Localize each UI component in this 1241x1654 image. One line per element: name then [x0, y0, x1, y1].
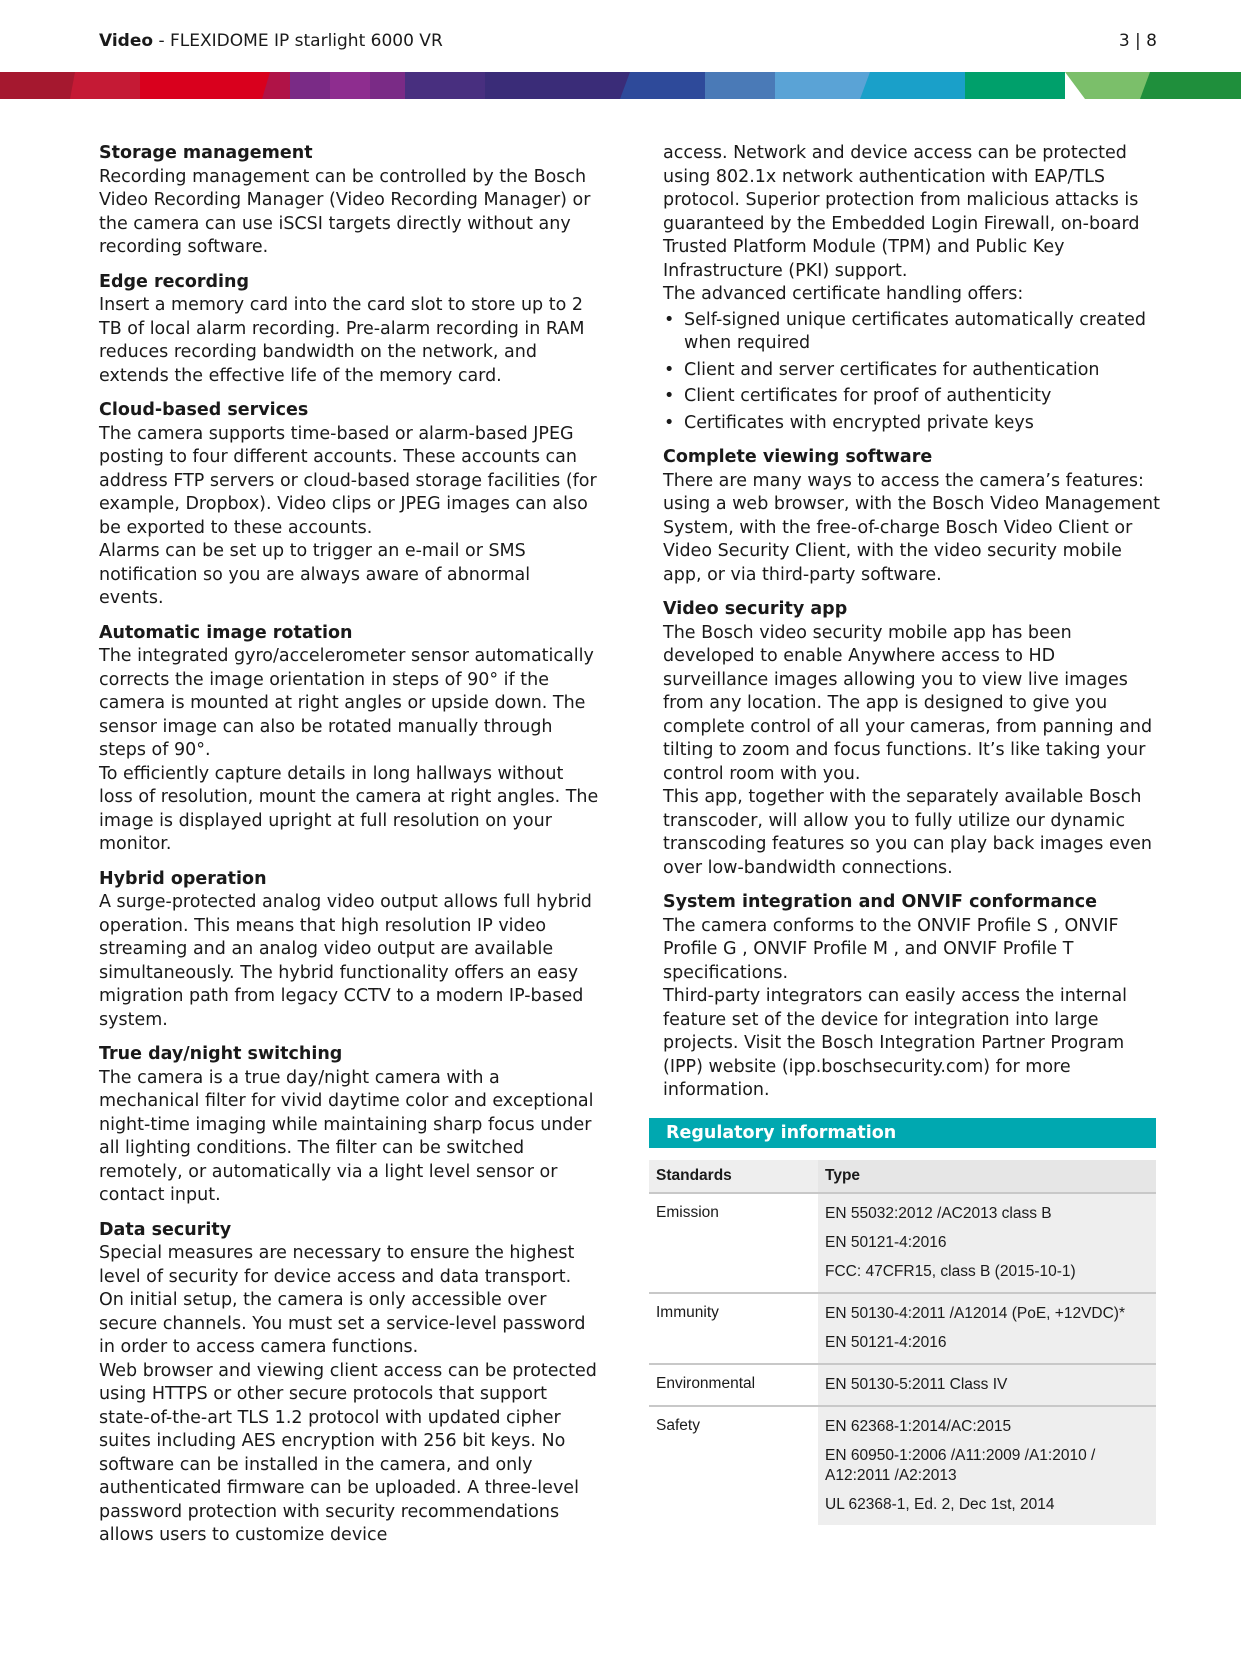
section-paragraph: A surge-protected analog video output allows full hybrid operation. This means that high resolution IP video streaming and an analog video output are available simultaneously. The hybrid functionality offers an easy migration path from legacy CCTV to a modern IP-based system. — [99, 892, 592, 1030]
section-data-security-continued — [663, 142, 1163, 435]
section-complete-viewing-software — [663, 446, 1163, 587]
section-paragraph: The camera conforms to the ONVIF Profile S , ONVIF Profile G , ONVIF Profile M , and ONVIF Profile T specifications. — [663, 915, 1119, 983]
section-paragraph: Web browser and viewing client access can be protected using HTTPS or other secure protocols that support state-of-the-art TLS 1.2 protocol with updated cipher suites including AES encryption with 256 bit keys. No software can be installed in the camera, and only authenticated firmware can be uploaded. A three-level password protection with security recommendations allows users to customize device — [99, 1360, 597, 1545]
section-paragraph: The advanced certificate handling offers: — [663, 284, 1024, 304]
section-heading: System integration and ONVIF conformance — [663, 892, 1097, 912]
right-column — [663, 142, 1163, 1114]
page-number: 3 | 8 — [1118, 31, 1157, 51]
section-paragraph: The camera supports time-based or alarm-based JPEG posting to four different accounts. These accounts can address FTP servers or cloud-based storage facilities (for example, Dropbox). Video clips or JPEG images can also be exported to these accounts. — [99, 423, 597, 538]
standard-cell: Emission — [649, 1193, 818, 1293]
section-true-day-night-switching — [99, 1043, 599, 1208]
section-edge-recording — [99, 271, 599, 389]
type-cell — [818, 1364, 1156, 1406]
page-header — [99, 28, 1157, 54]
section-paragraph: There are many ways to access the camera’s features: using a web browser, with the Bosch Video Management System, with the free-of-charge Bosch Video Client or Video Security Client, with the video security mobile app, or via third-party software. — [663, 470, 1160, 585]
section-paragraph: Insert a memory card into the card slot to store up to 2 TB of local alarm recording. Pre-alarm recording in RAM reduces recording bandwidth on the network, and extends the effective life of the memory card. — [99, 295, 585, 386]
section-heading: Complete viewing software — [663, 447, 933, 467]
type-cell — [818, 1193, 1156, 1293]
table-row — [649, 1364, 1156, 1406]
section-heading: Hybrid operation — [99, 868, 267, 889]
section-storage-management — [99, 142, 599, 260]
column-header-standards: Standards — [649, 1160, 818, 1193]
section-heading: Edge recording — [99, 271, 250, 292]
certificate-list — [663, 309, 1163, 436]
section-system-integration — [663, 891, 1163, 1103]
table-row — [649, 1293, 1156, 1364]
section-heading: Storage management — [99, 143, 313, 163]
regulatory-title: Regulatory information — [649, 1118, 1156, 1148]
section-video-security-app — [663, 598, 1163, 880]
type-cell — [818, 1293, 1156, 1364]
section-heading: Video security app — [663, 599, 848, 619]
section-heading: Data security — [99, 1219, 232, 1240]
brand-color-stripe — [0, 72, 1241, 99]
standard-cell: Immunity — [649, 1293, 818, 1364]
type-value: EN 50121-4:2016 — [825, 1334, 947, 1351]
section-cloud-based-services — [99, 399, 599, 611]
type-value: EN 50130-4:2011 /A12014 (PoE, +12VDC)* — [825, 1305, 1126, 1322]
list-item: • Client and server certificates for authentication — [663, 359, 1163, 383]
section-paragraph: access. Network and device access can be protected using 802.1x network authentication with EAP/TLS protocol. Superior protection from malicious attacks is guaranteed by the Embedded Login Firewall, on-board Trusted Platform Module (TPM) and Public Key Infrastructure (PKI) support. — [663, 143, 1140, 281]
list-item: • Self-signed unique certificates automatically created when required — [663, 309, 1163, 356]
list-item: • Certificates with encrypted private keys — [663, 412, 1163, 436]
table-row — [649, 1406, 1156, 1525]
section-data-security — [99, 1219, 599, 1548]
table-header-row — [649, 1160, 1156, 1193]
section-paragraph: To efficiently capture details in long hallways without loss of resolution, mount the camera at right angles. The image is displayed upright at full resolution on your monitor. — [99, 763, 599, 854]
section-paragraph: Alarms can be set up to trigger an e-mail or SMS notification so you are always aware of abnormal events. — [99, 541, 531, 608]
standard-cell: Safety — [649, 1406, 818, 1525]
type-value: EN 50121-4:2016 — [825, 1234, 947, 1251]
title-separator: - — [153, 31, 171, 51]
section-paragraph: The camera is a true day/night camera with a mechanical filter for vivid daytime color and exceptional night-time imaging while maintaining sharp focus under all lighting conditions. The filter can be switched remotely, or automatically via a light level sensor or contact input. — [99, 1067, 594, 1205]
section-heading: True day/night switching — [99, 1044, 343, 1064]
type-value: FCC: 47CFR15, class B (2015-10-1) — [825, 1263, 1076, 1280]
section-paragraph: The integrated gyro/accelerometer sensor automatically corrects the image orientation in steps of 90° if the camera is mounted at right angles or upside down. The sensor image can also be rotated manually through steps of 90°. — [99, 646, 594, 760]
type-value: EN 50130-5:2011 Class IV — [825, 1376, 1008, 1393]
regulatory-information — [649, 1118, 1156, 1525]
type-value: EN 55032:2012 /AC2013 class B — [825, 1205, 1052, 1222]
regulatory-table — [649, 1160, 1156, 1525]
section-paragraph: Recording management can be controlled by the Bosch Video Recording Manager (Video Recording Manager) or the camera can use iSCSI targets directly without any recording software. — [99, 166, 591, 257]
section-paragraph: This app, together with the separately available Bosch transcoder, will allow you to fully utilize our dynamic transcoding features so you can play back images even over low-bandwidth connections. — [663, 787, 1152, 878]
type-cell — [818, 1406, 1156, 1525]
document-category: Video — [99, 31, 154, 51]
type-value: EN 62368-1:2014/AC:2015 — [825, 1418, 1012, 1435]
section-hybrid-operation — [99, 868, 599, 1033]
standard-cell: Environmental — [649, 1364, 818, 1406]
list-item: • Client certificates for proof of authenticity — [663, 385, 1163, 409]
section-heading: Cloud-based services — [99, 400, 309, 420]
type-value: EN 60950-1:2006 /A11:2009 /A1:2010 / A12:2011 /A2:2013 — [825, 1447, 1096, 1484]
left-column — [99, 142, 599, 1559]
document-title — [99, 31, 443, 51]
type-value: UL 62368-1, Ed. 2, Dec 1st, 2014 — [825, 1496, 1055, 1513]
section-paragraph: Third-party integrators can easily access the internal feature set of the device for integration into large projects. Visit the Bosch Integration Partner Program (IPP) website (ipp.boschsecurity.com) for more information. — [663, 986, 1128, 1100]
section-heading: Automatic image rotation — [99, 622, 353, 643]
section-paragraph: Special measures are necessary to ensure the highest level of security for device access and data transport. On initial setup, the camera is only accessible over secure channels. You must set a service-level password in order to access camera functions. — [99, 1243, 586, 1357]
product-name: FLEXIDOME IP starlight 6000 VR — [170, 31, 443, 51]
column-header-type: Type — [818, 1160, 1156, 1193]
section-paragraph: The Bosch video security mobile app has been developed to enable Anywhere access to HD surveillance images allowing you to view live images from any location. The app is designed to give you complete control of all your cameras, from panning and tilting to zoom and focus functions. It’s like taking your control room with you. — [663, 622, 1153, 784]
section-automatic-image-rotation — [99, 622, 599, 857]
table-row — [649, 1193, 1156, 1293]
